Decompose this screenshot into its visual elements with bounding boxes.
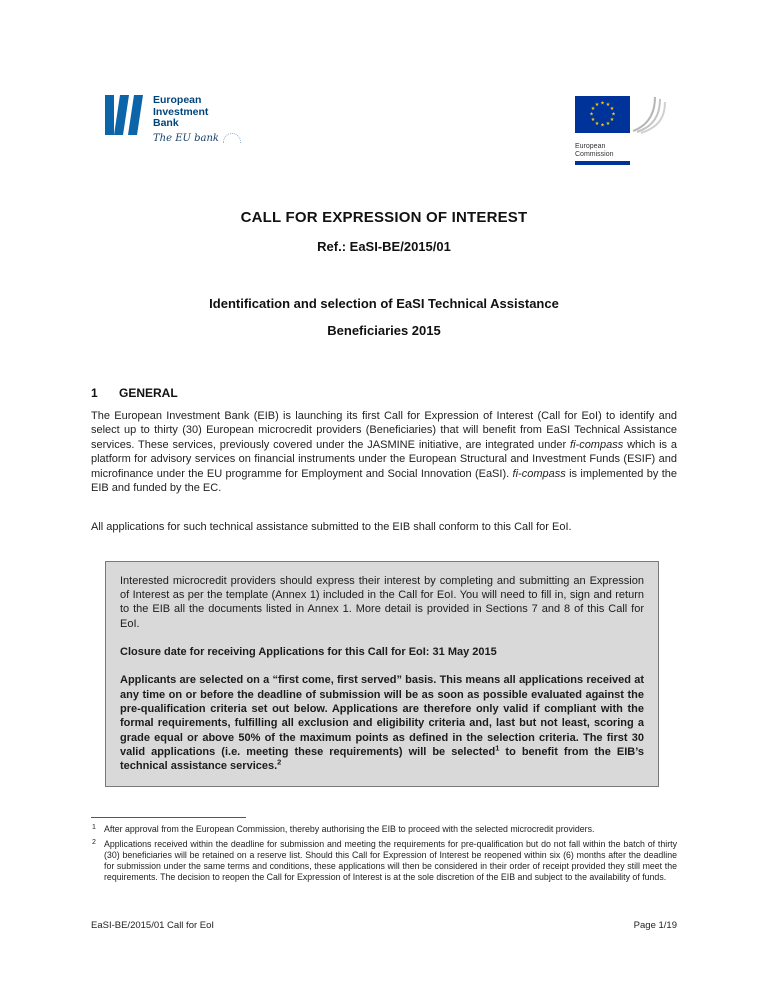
svg-text:★: ★ (605, 121, 611, 127)
footer-page-number: Page 1/19 (633, 920, 677, 931)
ec-logo-bar (575, 161, 630, 165)
eib-logo-icon (105, 95, 145, 135)
eib-logo-text (153, 95, 241, 144)
footer-document-ref: EaSI-BE/2015/01 Call for EoI (91, 920, 215, 931)
paragraph-text: The European Investment Bank (EIB) is launching its first Call for Expression of Interest (Call for EoI) to identify and select up to thirty (30) European microcredit providers (Beneficiaries) that will benefit from EaSI Technical Assistance services. These services, previously covered under the JASMINE initiative, are integrated under (91, 410, 677, 451)
eib-name-line2: Investment (153, 105, 209, 118)
box-bold-text: to benefit from the EIB’s technical assistance services. (120, 745, 645, 773)
eib-tagline (153, 133, 241, 145)
body-paragraph-2: All applications for such technical assistance submitted to the EIB shall conform to this Call for EoI. (91, 521, 572, 534)
svg-text:★: ★ (594, 102, 600, 108)
svg-text:★: ★ (600, 122, 605, 129)
document-reference: Ref.: EaSI-BE/2015/01 (317, 239, 451, 254)
svg-text:★: ★ (609, 117, 615, 123)
eib-tagline-dots (223, 133, 241, 143)
footnote-2-text: Applications received within the deadline for submission and meeting the requirements for pre-qualification but do not fall within the batch of thirty (30) beneficiaries will be retained on a reserve list. Should this Call for Expression of Interest be reopened within six (6) months after the deadline for submission under the same terms and conditions, these applications will then be considered in their order of receipt provided they still meet the requirements. The decision to reopen the Call for Expression of Interest is at the sole discretion of the EIB and subject to the availability of funds. (104, 839, 677, 882)
fi-compass-italic: fi-compass (570, 438, 624, 451)
footnote-1 (91, 824, 677, 835)
body-paragraph-1 (91, 409, 677, 495)
fi-compass-italic: fi-compass (512, 467, 566, 480)
eib-logo (105, 95, 241, 144)
header-logos (91, 95, 677, 167)
eu-flag-icon (575, 95, 667, 140)
footnotes (91, 824, 677, 882)
box-bold-text: Applicants are selected on a “first come, first served” basis. This means all applications received at any time on or before the deadline of submission will be as soon as possible evaluated against the pre-qualification criteria set out below. Applications are therefore only valid if compliant with the formal requirements, fulfilling all exclusion and eligibility criteria and, last but not least, scoring a grade equal or above 50% of the maximum points as defined in the selection criteria. The first 30 valid applications (i.e. meeting these requirements) will be selected (120, 674, 644, 758)
footnote-ref-1: 1 (495, 743, 500, 753)
box-paragraph-1: Interested microcredit providers should express their interest by completing and submitting an Expression of Interest as per the template (Annex 1) included in the Call for EoI. You will need to fill in, sign and return to the EIB all the documents listed in Annex 1. More detail is provided in Sections 7 and 8 of this Call for EoI. (120, 574, 644, 630)
ec-caption (575, 143, 614, 159)
box-closure-date: Closure date for receiving Applications for this Call for EoI: 31 May 2015 (120, 646, 497, 659)
footnote-ref-2: 2 (277, 757, 282, 767)
svg-text:★: ★ (590, 117, 596, 123)
footnote-2 (91, 839, 677, 882)
document-title: CALL FOR EXPRESSION OF INTEREST (240, 209, 528, 226)
box-paragraph-2 (120, 673, 644, 773)
footnote-1-marker: 1 (92, 824, 96, 832)
section-heading (91, 386, 677, 400)
svg-text:★: ★ (605, 102, 611, 108)
highlight-box (105, 561, 659, 788)
paragraph-text: is implemented by the EIB and funded by the EC. (91, 467, 678, 495)
svg-text:★: ★ (600, 100, 605, 107)
ec-caption-line2: Commission (575, 151, 614, 158)
european-commission-logo (575, 95, 667, 165)
section-number: 1 (91, 386, 98, 400)
svg-text:★: ★ (609, 106, 615, 112)
section-title: GENERAL (119, 386, 178, 400)
svg-text:★: ★ (590, 106, 596, 112)
document-subtitle (91, 290, 677, 344)
subtitle-line1: Identification and selection of EaSI Technical Assistance (209, 296, 559, 311)
footnote-separator (91, 817, 246, 818)
ec-caption-line1: European (575, 143, 606, 150)
svg-text:★: ★ (589, 111, 594, 118)
page-footer (91, 920, 677, 931)
eib-name-line1: European (153, 94, 202, 106)
paragraph-text: which is a platform for advisory services on financial instruments under the European Structural and Investment Funds (ESIF) and microfinance under the EU programme for Employment and Social Innovation (EaSI). (91, 438, 677, 480)
footnote-1-text: After approval from the European Commission, thereby authorising the EIB to proceed with the selected microcredit providers. (104, 824, 595, 835)
subtitle-line2: Beneficiaries 2015 (327, 323, 441, 338)
footnote-2-marker: 2 (92, 839, 96, 847)
eib-name-line3: Bank (153, 117, 179, 129)
svg-text:★: ★ (594, 121, 600, 127)
eib-tagline-text: The EU bank (153, 132, 219, 144)
svg-text:★: ★ (611, 111, 616, 118)
